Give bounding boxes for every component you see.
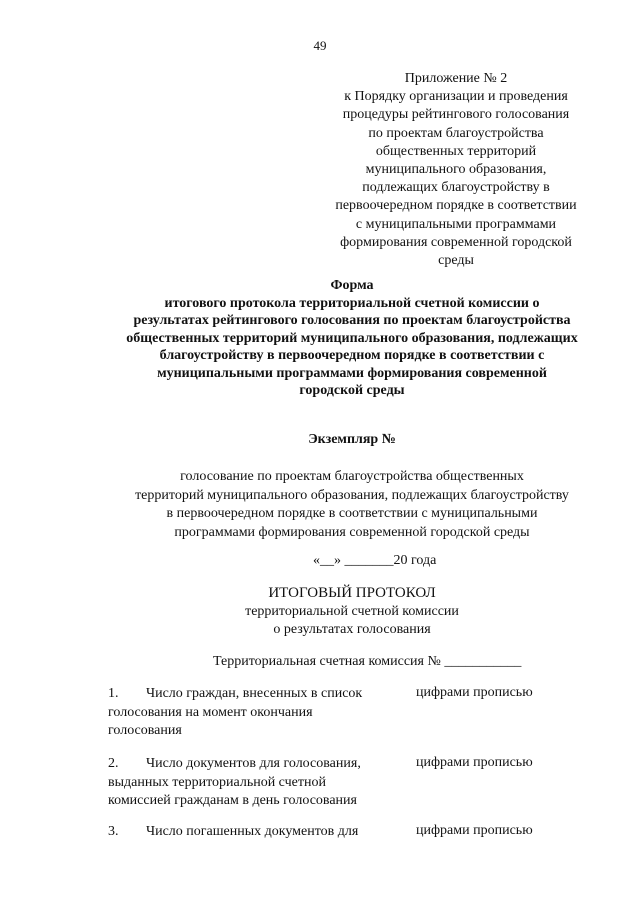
copy-number-label: Экземпляр № — [308, 432, 396, 447]
appendix-line: муниципального образования, — [365, 162, 547, 178]
item-number: 1. — [108, 686, 119, 701]
voting-description-line: в первоочередном порядке в соответствии с муниципальными — [166, 506, 538, 521]
appendix-line: с муниципальными программами — [355, 216, 557, 232]
protocol-item — [108, 685, 408, 741]
item-text-line: комиссией гражданам в день голосования — [108, 793, 357, 808]
item-text-line: Число погашенных документов для — [146, 824, 359, 839]
item-text-line: Число граждан, внесенных в список — [146, 686, 363, 701]
item-text-line: голосования — [108, 723, 182, 738]
voting-description — [80, 468, 624, 542]
protocol-heading — [80, 584, 624, 640]
voting-description-line: программами формирования современной городской среды — [174, 524, 530, 540]
protocol-item — [108, 755, 408, 811]
protocol-title: ИТОГОВЫЙ ПРОТОКОЛ — [268, 585, 436, 601]
item-columns-label: цифрами прописью — [416, 823, 533, 838]
appendix-line: общественных территорий — [375, 143, 537, 159]
voting-description-line: территорий муниципального образования, подлежащих благоустройству — [135, 487, 569, 503]
protocol-subtitle: территориальной счетной комиссии — [245, 603, 459, 619]
appendix-line: Приложение № 2 — [404, 71, 508, 86]
item-text-line: Число документов для голосования, — [146, 756, 361, 771]
form-title-line: результатах рейтингового голосования по проектам благоустройства — [133, 313, 571, 328]
form-title — [80, 277, 624, 400]
appendix-line: к Порядку организации и проведения — [344, 89, 568, 105]
item-number: 3. — [108, 824, 119, 839]
item-text-line: выданных территориальной счетной — [108, 774, 326, 790]
appendix-line: первоочередном порядке в соответствии — [335, 198, 577, 214]
item-number: 2. — [108, 756, 119, 771]
voting-description-line: голосование по проектам благоустройства общественных — [180, 469, 524, 484]
form-title-line: благоустройству в первоочередном порядке в соответствии с — [159, 348, 545, 363]
item-columns-label: цифрами прописью — [416, 685, 533, 700]
form-title-line: Форма — [330, 278, 374, 293]
protocol-item — [108, 823, 408, 842]
appendix-line: подлежащих благоустройству в — [362, 180, 550, 196]
item-text-line: голосования на момент окончания — [108, 704, 313, 720]
appendix-line: среды — [438, 253, 474, 269]
item-columns-label: цифрами прописью — [416, 755, 533, 770]
appendix-line: процедуры рейтингового голосования — [342, 107, 570, 123]
item-first-line — [108, 823, 408, 842]
page-number: 49 — [313, 38, 327, 53]
form-title-line: общественных территорий муниципального образования, подлежащих — [126, 330, 578, 346]
appendix-line: формирования современной городской — [340, 234, 572, 250]
commission-number-line: Территориальная счетная комиссия № ___________ — [213, 654, 522, 669]
appendix-line: по проектам благоустройства — [368, 125, 544, 141]
protocol-subtitle: о результатах голосования — [273, 622, 431, 637]
form-title-line: городской среды — [299, 383, 405, 398]
item-first-line — [108, 755, 408, 774]
form-title-line: итогового протокола территориальной счетной комиссии о — [164, 295, 540, 311]
form-title-line: муниципальными программами формирования современной — [157, 365, 547, 381]
item-first-line — [108, 685, 408, 704]
date-line: «__» _______20 года — [313, 553, 437, 568]
appendix-header — [320, 70, 592, 270]
